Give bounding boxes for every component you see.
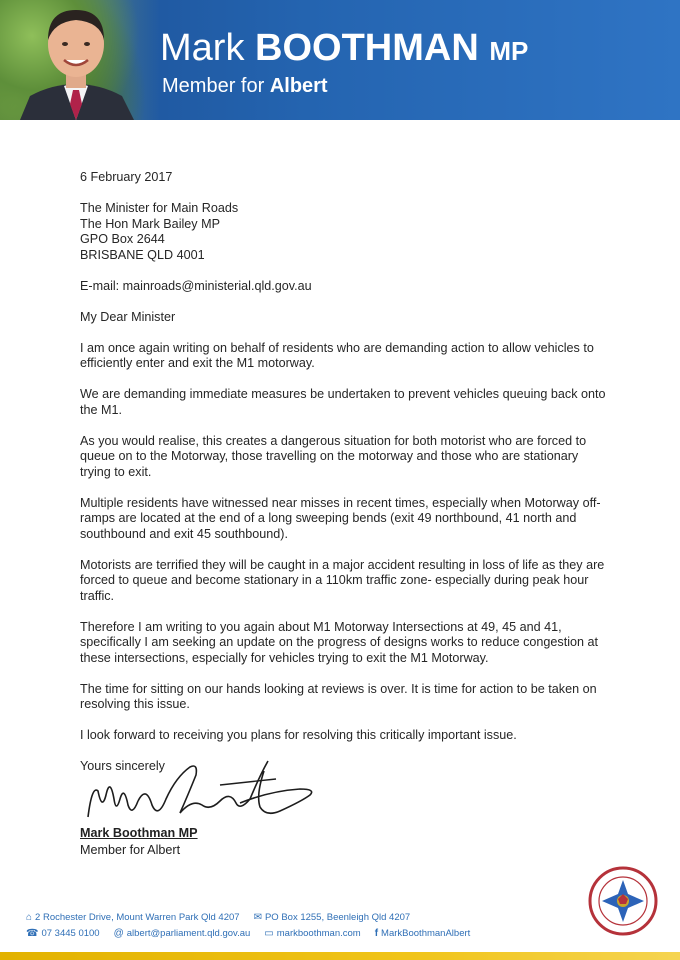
phone-icon: ☎ xyxy=(26,928,39,939)
envelope-icon: ✉ xyxy=(253,912,262,923)
closing: Yours sincerely xyxy=(80,759,165,773)
member-portrait xyxy=(12,0,140,120)
member-suffix: MP xyxy=(489,36,529,66)
footer-email-text[interactable]: albert@parliament.qld.gov.au xyxy=(126,928,251,939)
footer-website[interactable] xyxy=(264,926,360,942)
address-line: The Minister for Main Roads xyxy=(80,201,239,215)
signoff-title: Member for Albert xyxy=(80,843,181,857)
letterhead-banner xyxy=(0,0,680,120)
footer-row-postal xyxy=(26,910,586,926)
bottom-accent-bar xyxy=(0,952,680,960)
salutation: My Dear Minister xyxy=(80,309,176,324)
recipient-email: E-mail: mainroads@ministerial.qld.gov.au xyxy=(80,278,312,293)
paragraph: I am once again writing on behalf of residents who are demanding action to allow vehicles to efficiently enter and exit the M1 motorway. xyxy=(80,340,594,370)
letter-date: 6 February 2017 xyxy=(80,170,173,184)
electorate-name: Albert xyxy=(269,75,328,97)
handwritten-signature xyxy=(80,755,320,830)
address-line: BRISBANE QLD 4001 xyxy=(80,247,205,262)
footer-po-box-text: PO Box 1255, Beenleigh Qld 4207 xyxy=(264,912,411,923)
letterhead-footer xyxy=(26,910,586,942)
member-last-name: BOOTHMAN xyxy=(255,27,479,69)
footer-address-text: 2 Rochester Drive, Mount Warren Park Qld 4207 xyxy=(35,912,240,923)
footer-phone xyxy=(26,926,100,942)
paragraph: The time for sitting on our hands looking at reviews is over. It is time for action to be taken on resolving this issue. xyxy=(80,681,597,711)
facebook-icon: f xyxy=(374,928,379,939)
at-sign-icon: @ xyxy=(113,928,124,939)
paragraph: Multiple residents have witnessed near misses in recent times, especially when Motorway off-ramps are located at the end of a long sweeping bends (exit 49 northbound, 41 north and southbound and exit 45 southbound). xyxy=(80,495,601,541)
footer-facebook[interactable] xyxy=(375,926,471,942)
monitor-icon: ▭ xyxy=(264,928,274,939)
footer-phone-text: 07 3445 0100 xyxy=(41,928,100,939)
recipient-address xyxy=(80,201,610,263)
paragraph: Therefore I am writing to you again about M1 Motorway Intersections at 49, 45 and 41, specifically I am seeking an update on the progress of designs works to reduce congestion at these intersections, especially for vehicles trying to exit the M1 Motorway. xyxy=(80,619,599,665)
footer-row-contact xyxy=(26,926,586,942)
member-electorate-line xyxy=(162,74,328,98)
address-line: The Hon Mark Bailey MP xyxy=(80,216,220,231)
member-name xyxy=(160,28,528,71)
paragraph: As you would realise, this creates a dangerous situation for both motorist who are forced to queue on to the Motorway, those travelling on the motorway and those who are stationary trying to exit. xyxy=(80,433,587,479)
queensland-parliament-crest xyxy=(588,866,658,936)
address-line: GPO Box 2644 xyxy=(80,232,165,246)
footer-facebook-text[interactable]: MarkBoothmanAlbert xyxy=(381,928,471,939)
letter-body xyxy=(80,170,610,790)
paragraph: We are demanding immediate measures be undertaken to prevent vehicles queuing back onto the M1. xyxy=(80,387,606,417)
footer-email[interactable] xyxy=(114,926,251,942)
footer-address xyxy=(26,910,240,926)
footer-po-box xyxy=(254,910,411,926)
member-prefix: Member for xyxy=(162,75,265,97)
footer-website-text[interactable]: markboothman.com xyxy=(276,928,361,939)
paragraph: Motorists are terrified they will be caught in a major accident resulting in loss of life as they are forced to queue and become stationary in a 110km traffic zone- especially during peak hour traffic. xyxy=(80,557,605,603)
paragraph: I look forward to receiving you plans for resolving this critically important issue. xyxy=(80,728,517,742)
member-first-name: Mark xyxy=(160,27,245,69)
house-icon: ⌂ xyxy=(26,912,33,923)
signoff-name: Mark Boothman MP xyxy=(80,826,198,840)
